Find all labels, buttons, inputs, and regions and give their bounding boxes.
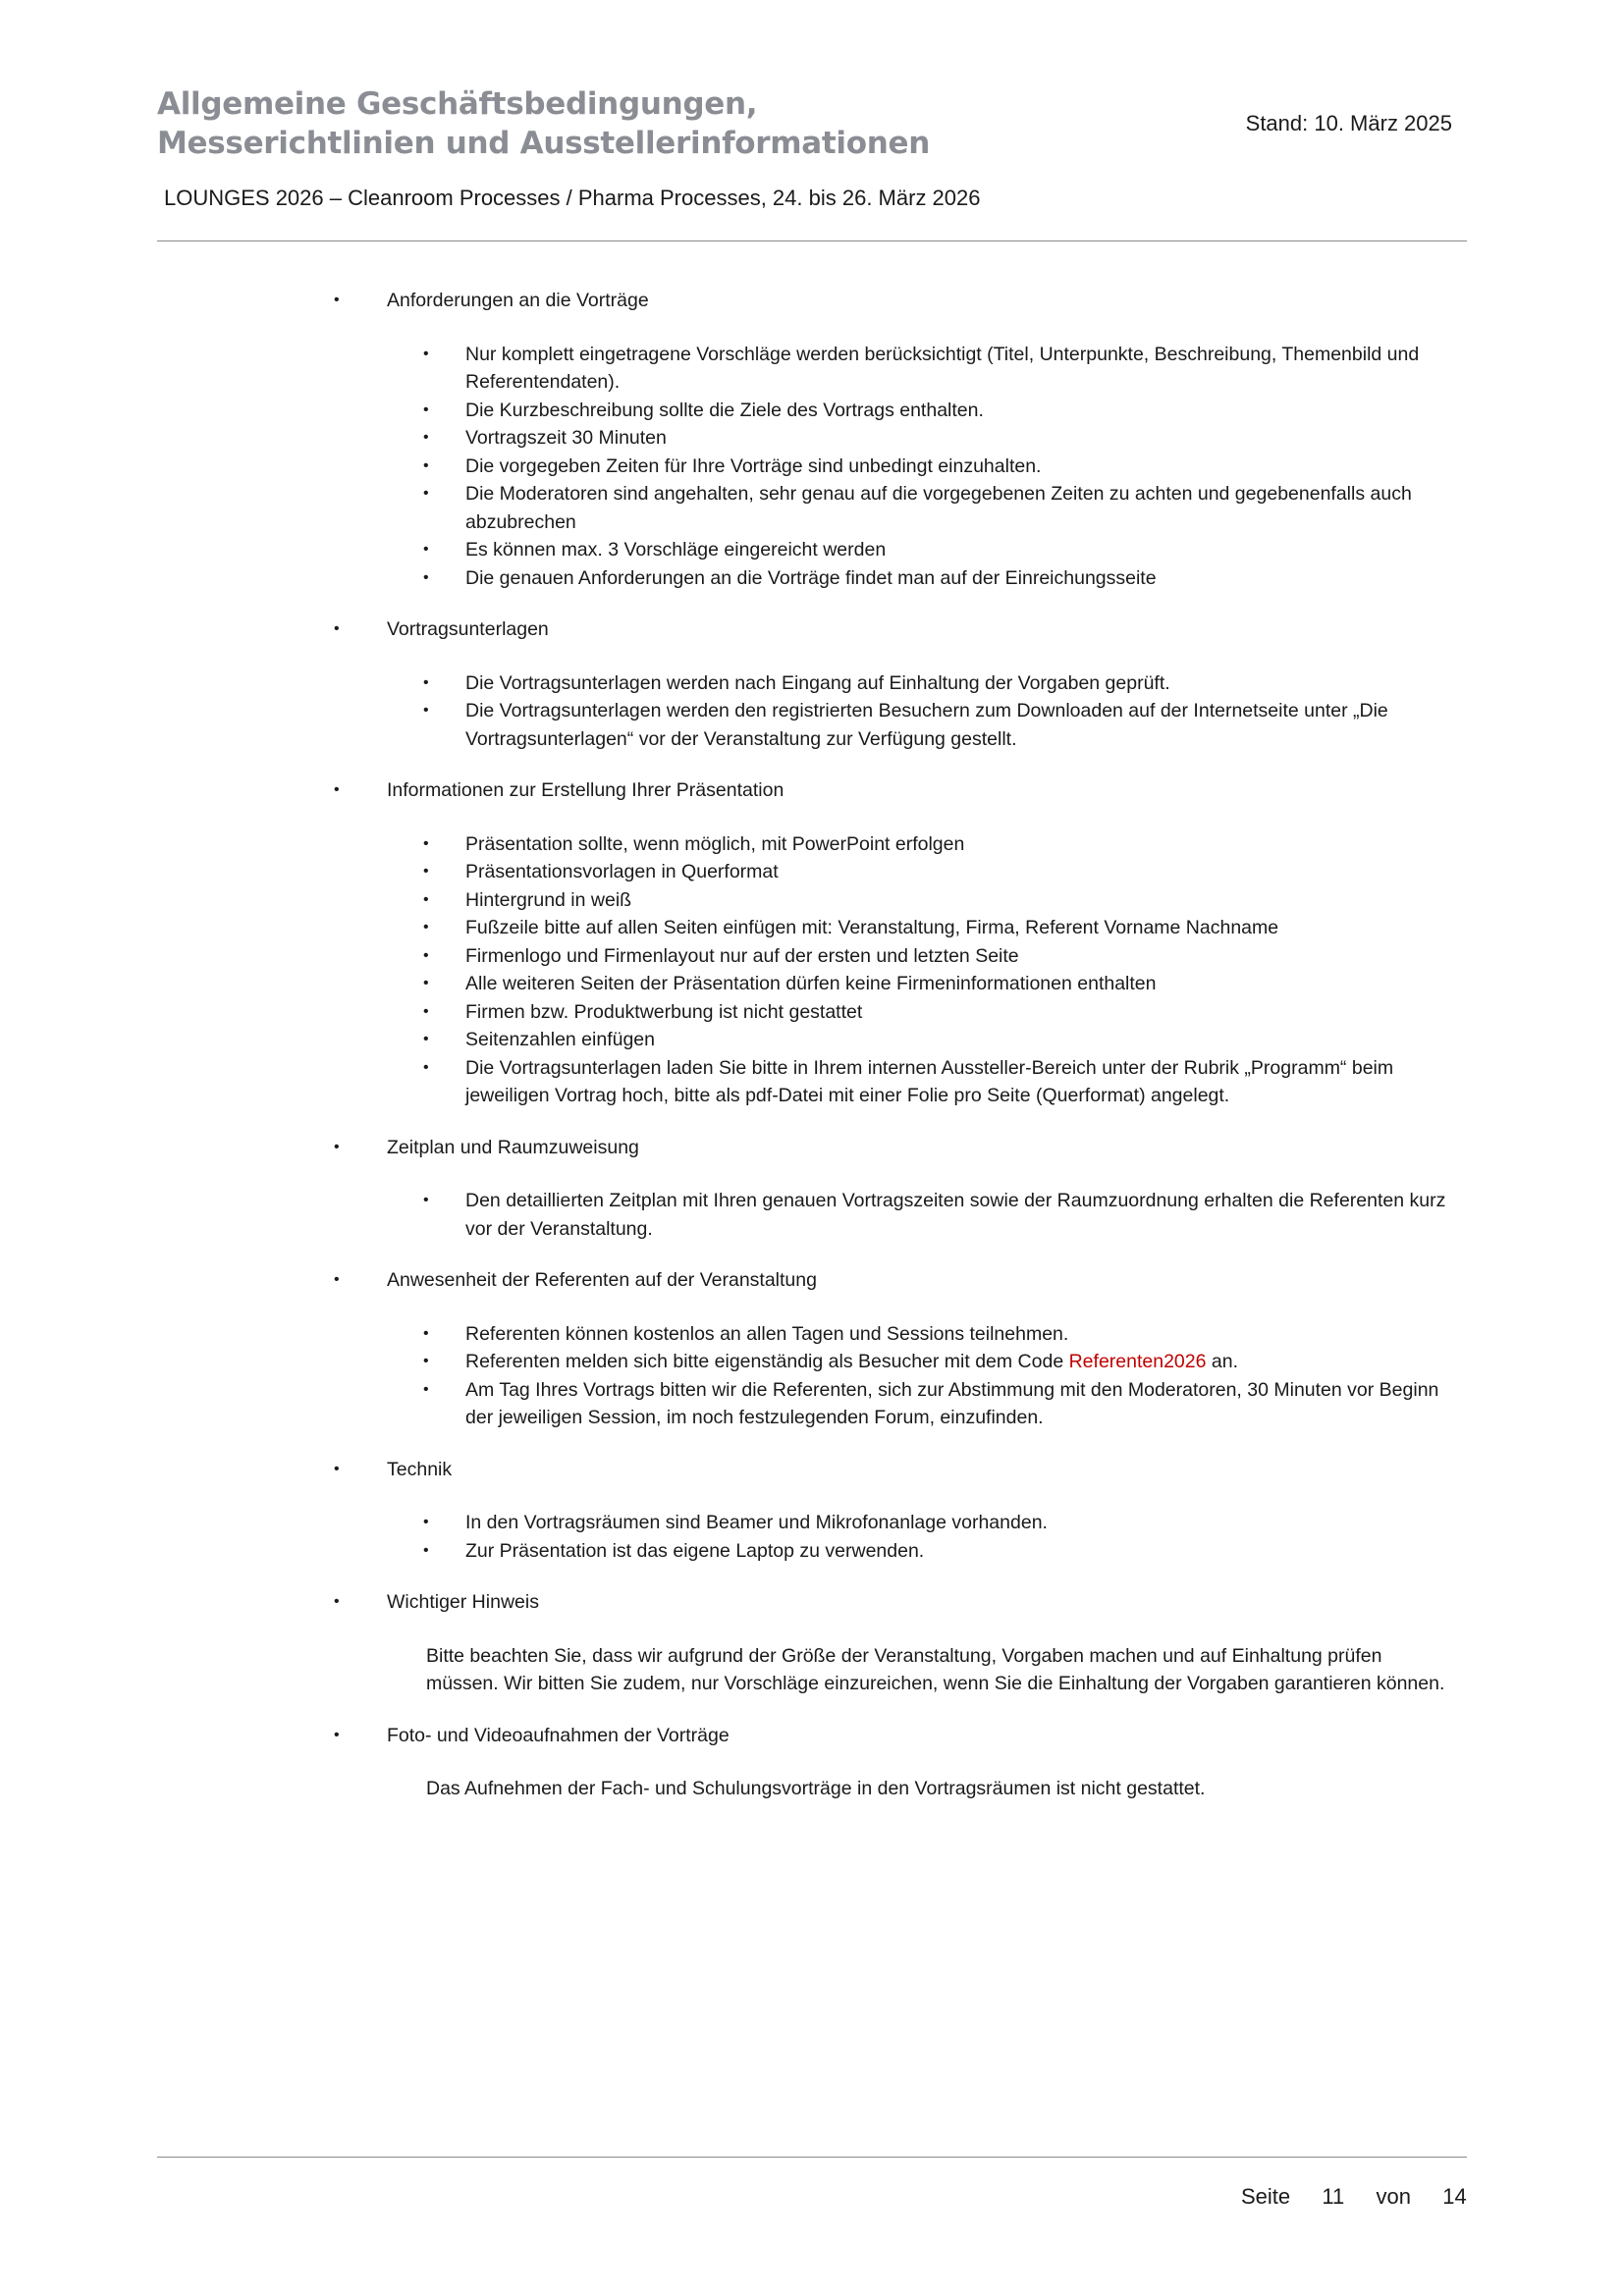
section-heading-text: Anwesenheit der Referenten auf der Veranstaltung — [387, 1269, 817, 1291]
document-body — [0, 287, 1623, 1827]
list-item: • Die Vortragsunterlagen werden den registrierten Besuchern zum Downloaden auf der Internetseite unter „Die Vortragsunterlagen“ vor der Veranstaltung zur Verfügung gestellt. — [0, 697, 1623, 753]
list-item: • Die Vortragsunterlagen laden Sie bitte in Ihrem internen Aussteller-Bereich unter der Rubrik „Programm“ beim jeweiligen Vortrag hoch, bitte als pdf-Datei mit einer Folie pro Seite (Querformat) angelegt. — [0, 1054, 1623, 1110]
page-of-label: von — [1376, 2184, 1411, 2209]
bullet-list — [0, 830, 1623, 1110]
section-heading — [0, 1588, 1623, 1617]
list-item: • Die genauen Anforderungen an die Vorträge findet man auf der Einreichungsseite — [0, 564, 1623, 593]
footer-divider — [157, 2157, 1467, 2158]
list-item: • Referenten können kostenlos an allen Tagen und Sessions teilnehmen. — [0, 1320, 1623, 1349]
bullet-icon: • — [423, 1192, 429, 1208]
section-heading-text: Foto- und Videoaufnahmen der Vorträge — [387, 1724, 730, 1746]
section-heading — [0, 615, 1623, 644]
bullet-icon: • — [423, 834, 429, 852]
section-heading — [0, 287, 1623, 315]
section-heading-text: Vortragsunterlagen — [387, 618, 549, 640]
bullet-icon: • — [423, 946, 429, 964]
list-item: • Firmen bzw. Produktwerbung ist nicht gestattet — [0, 998, 1623, 1027]
list-item: • Die Kurzbeschreibung sollte die Ziele des Vortrags enthalten. — [0, 397, 1623, 425]
section-praesentation — [0, 776, 1623, 1110]
bullet-icon: • — [334, 781, 340, 798]
bullet-icon: • — [334, 1726, 340, 1743]
list-item: • Es können max. 3 Vorschläge eingereicht werden — [0, 536, 1623, 564]
section-heading-text: Zeitplan und Raumzuweisung — [387, 1136, 639, 1158]
section-foto-video — [0, 1722, 1623, 1803]
bullet-list — [0, 1187, 1623, 1243]
bullet-icon: • — [423, 1353, 429, 1369]
list-item: • Die Moderatoren sind angehalten, sehr genau auf die vorgegebenen Zeiten zu achten und gegebenenfalls auch abzubrechen — [0, 480, 1623, 536]
list-item: • Firmenlogo und Firmenlayout nur auf der ersten und letzten Seite — [0, 942, 1623, 971]
bullet-icon: • — [423, 429, 429, 446]
bullet-icon: • — [423, 1058, 429, 1076]
stand-date: Stand: 10. März 2025 — [1245, 111, 1452, 135]
bullet-icon: • — [423, 541, 429, 558]
bullet-list — [0, 669, 1623, 754]
document-title-line-2: Messerichtlinien und Ausstellerinformationen — [157, 126, 931, 161]
registration-code: Referenten2026 — [1068, 1351, 1207, 1372]
bullet-icon: • — [334, 620, 340, 637]
bullet-icon: • — [423, 975, 429, 991]
bullet-icon: • — [423, 673, 429, 691]
bullet-icon: • — [423, 702, 429, 719]
section-note: Bitte beachten Sie, dass wir aufgrund der Größe der Veranstaltung, Vorgaben machen und auf Einhaltung prüfen müssen. Wir bitten Sie zudem, nur Vorschläge einzureichen, wenn Sie die Einhaltung der Vorgaben garantieren können. — [426, 1644, 1445, 1694]
bullet-icon: • — [423, 1324, 429, 1342]
section-heading — [0, 1722, 1623, 1750]
section-heading — [0, 1456, 1623, 1484]
list-item: • Präsentation sollte, wenn möglich, mit PowerPoint erfolgen — [0, 830, 1623, 859]
bullet-icon: • — [423, 1541, 429, 1559]
section-heading — [0, 776, 1623, 805]
bullet-icon: • — [423, 1002, 429, 1020]
section-note: Das Aufnehmen der Fach- und Schulungsvorträge in den Vortragsräumen ist nicht gestattet. — [426, 1778, 1206, 1799]
section-heading-text: Wichtiger Hinweis — [387, 1591, 539, 1613]
list-item: • Hintergrund in weiß — [0, 886, 1623, 915]
bullet-icon: • — [423, 1514, 429, 1530]
bullet-icon: • — [423, 485, 429, 502]
bullet-icon: • — [334, 1460, 340, 1477]
bullet-icon: • — [423, 456, 429, 474]
header-divider — [157, 240, 1467, 241]
section-heading — [0, 1134, 1623, 1162]
list-item: • Nur komplett eingetragene Vorschläge werden berücksichtigt (Titel, Unterpunkte, Beschreibung, Themenbild und Referentendaten). — [0, 341, 1623, 397]
bullet-icon: • — [423, 919, 429, 935]
bullet-icon: • — [334, 292, 340, 308]
bullet-icon: • — [423, 890, 429, 908]
list-item: • Zur Präsentation ist das eigene Laptop zu verwenden. — [0, 1537, 1623, 1566]
list-item: • In den Vortragsräumen sind Beamer und Mikrofonanlage vorhanden. — [0, 1509, 1623, 1537]
list-item: • Die Vortragsunterlagen werden nach Eingang auf Einhaltung der Vorgaben geprüft. — [0, 669, 1623, 698]
bullet-icon: • — [334, 1271, 340, 1288]
section-zeitplan — [0, 1134, 1623, 1244]
bullet-icon: • — [423, 345, 429, 362]
page-total: 14 — [1442, 2184, 1467, 2209]
bullet-list — [0, 341, 1623, 593]
page-current: 11 — [1322, 2184, 1345, 2209]
list-item: • Die vorgegeben Zeiten für Ihre Vorträge sind unbedingt einzuhalten. — [0, 453, 1623, 481]
bullet-icon: • — [334, 1593, 340, 1610]
bullet-list — [0, 1509, 1623, 1565]
event-subtitle: LOUNGES 2026 – Cleanroom Processes / Pharma Processes, 24. bis 26. März 2026 — [164, 186, 981, 210]
section-technik — [0, 1456, 1623, 1566]
bullet-icon: • — [423, 400, 429, 418]
bullet-list — [0, 1320, 1623, 1432]
bullet-icon: • — [423, 1031, 429, 1047]
section-heading-text: Anforderungen an die Vorträge — [387, 290, 649, 311]
section-anwesenheit — [0, 1266, 1623, 1432]
bullet-icon: • — [423, 863, 429, 880]
bullet-icon: • — [423, 568, 429, 586]
section-vortragsunterlagen — [0, 615, 1623, 753]
section-heading-text: Technik — [387, 1458, 453, 1480]
bullet-icon: • — [334, 1138, 340, 1155]
bullet-icon: • — [423, 1380, 429, 1398]
list-item: • Fußzeile bitte auf allen Seiten einfügen mit: Veranstaltung, Firma, Referent Vorname Nachname — [0, 914, 1623, 942]
list-item: • Alle weiteren Seiten der Präsentation dürfen keine Firmeninformationen enthalten — [0, 970, 1623, 998]
list-item: • Seitenzahlen einfügen — [0, 1026, 1623, 1054]
list-item: • Referenten melden sich bitte eigenständig als Besucher mit dem Code Referenten2026 an. — [0, 1348, 1623, 1376]
section-wichtiger-hinweis — [0, 1588, 1623, 1698]
section-anforderungen — [0, 287, 1623, 592]
section-heading-text: Informationen zur Erstellung Ihrer Präsentation — [387, 779, 784, 801]
list-item: • Am Tag Ihres Vortrags bitten wir die Referenten, sich zur Abstimmung mit den Moderatoren, 30 Minuten vor Beginn der jeweiligen Session, im noch festzulegenden Forum, einzufinden. — [0, 1376, 1623, 1432]
list-item: • Vortragszeit 30 Minuten — [0, 424, 1623, 453]
list-item: • Präsentationsvorlagen in Querformat — [0, 858, 1623, 886]
document-title — [157, 84, 930, 163]
page-label: Seite — [1241, 2184, 1291, 2209]
document-title-line-1: Allgemeine Geschäftsbedingungen, — [157, 86, 758, 122]
page-number — [1241, 2184, 1467, 2210]
list-item: • Den detaillierten Zeitplan mit Ihren genauen Vortragszeiten sowie der Raumzuordnung erhalten die Referenten kurz vor der Veranstaltung. — [0, 1187, 1623, 1243]
section-heading — [0, 1266, 1623, 1295]
